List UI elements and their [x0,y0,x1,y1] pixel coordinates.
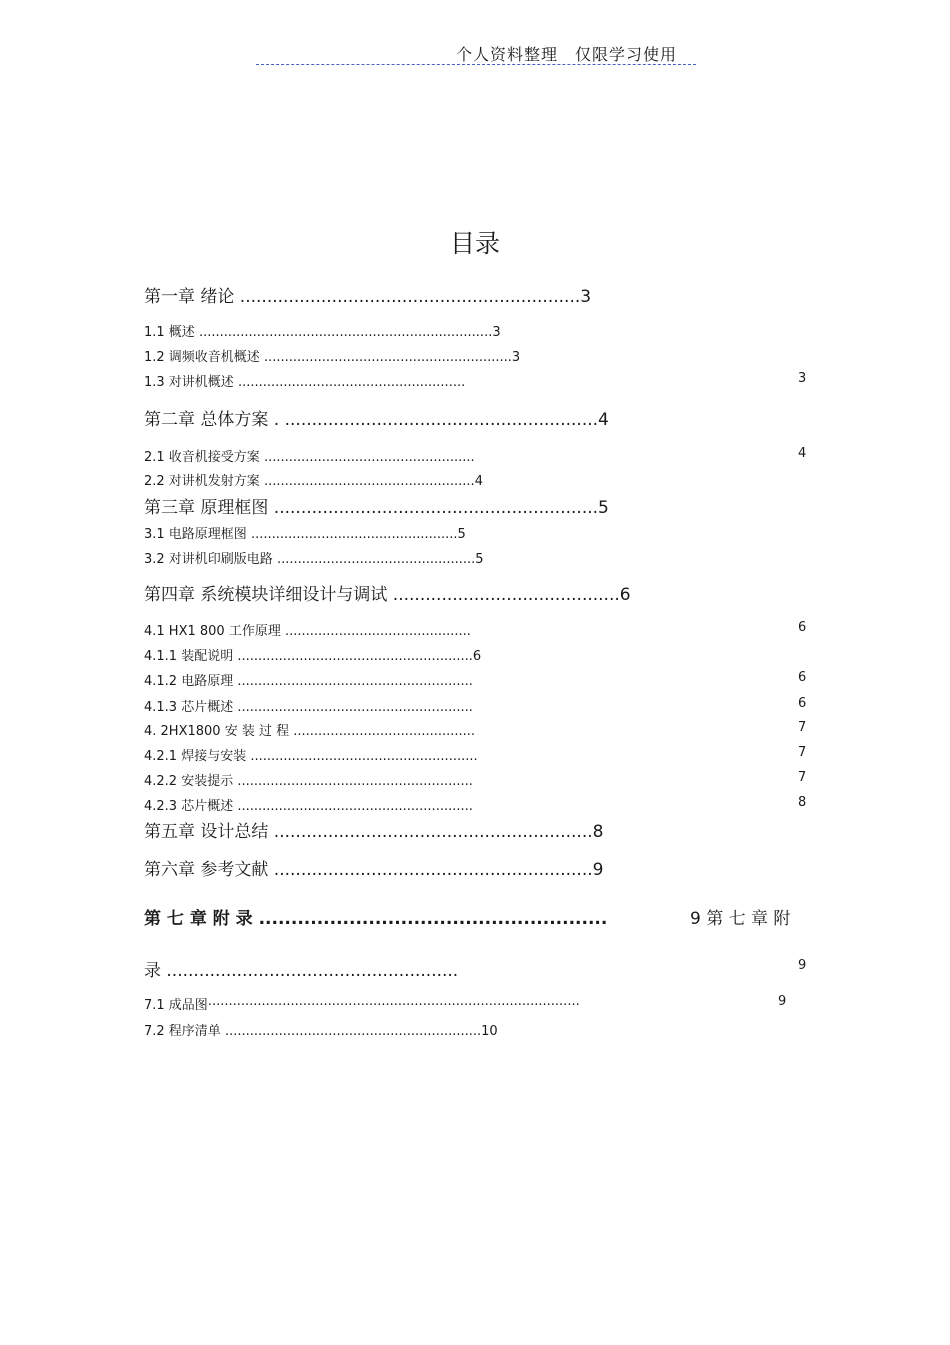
toc-section-4-1-1[interactable]: 4.1.1 装配说明 .........................................................6 [144,649,482,664]
toc-section-4-1-2[interactable]: 4.1.2 电路原理 ......................................................... [144,674,473,689]
toc-section-4-1[interactable]: 4.1 HX1 800 工作原理 ............................................. [144,624,471,639]
toc-page-4-2-3: 8 [798,795,807,810]
toc-page-4-1: 6 [798,620,807,635]
toc-section-4-2-2[interactable]: 4.2.2 安装提示 ......................................................... [144,774,473,789]
toc-section-4-2[interactable]: 4. 2HX1800 安 装 过 程 ............................................ [144,724,476,739]
toc-page-4-1-3: 6 [798,696,807,711]
toc-section-3-1[interactable]: 3.1 电路原理框图 ..................................................5 [144,527,466,542]
toc-section-2-2[interactable]: 2.2 对讲机发射方案 ...................................................4 [144,474,483,489]
toc-chapter-2[interactable]: 第二章 总体方案 . ..........................................................4 [144,410,609,430]
toc-section-4-2-3[interactable]: 4.2.3 芯片概述 ......................................................... [144,799,473,814]
toc-section-7-2[interactable]: 7.2 程序清单 ..............................................................10 [144,1024,498,1039]
toc-section-2-1[interactable]: 2.1 收音机接受方案 ................................................... [144,450,475,465]
toc-section-3-2[interactable]: 3.2 对讲机印刷版电路 ................................................5 [144,552,484,567]
toc-page-1-3: 3 [798,371,807,386]
toc-chapter-1[interactable]: 第一章 绪论 ...............................................................3 [144,287,592,307]
toc-chapter-7-wrap[interactable]: 录 ...................................................... [144,961,459,981]
toc-section-7-1[interactable]: 7.1 成品图·························································································· [144,998,580,1013]
toc-page-7-1: 9 [778,994,787,1009]
toc-chapter-4[interactable]: 第四章 系统模块详细设计与调试 ..........................................6 [144,585,631,605]
toc-section-4-2-1[interactable]: 4.2.1 焊接与安装 ....................................................... [144,749,478,764]
toc-section-1-3[interactable]: 1.3 对讲机概述 ....................................................... [144,375,466,390]
toc-chapter-3[interactable]: 第三章 原理框图 ............................................................5 [144,498,609,518]
toc-chapter-7[interactable]: 第 七 章 附 录 ...................................................... [144,909,608,929]
toc-page-7: 9 [798,958,807,973]
header-dashed-rule [256,64,696,65]
page-header: 个人资料整理 仅限学习使用 [456,45,678,64]
toc-chapter-6[interactable]: 第六章 参考文献 ...........................................................9 [144,860,604,880]
toc-section-4-1-3[interactable]: 4.1.3 芯片概述 ......................................................... [144,700,473,715]
toc-chapter-7-continued: 9 第 七 章 附 [690,909,791,929]
toc-section-1-1[interactable]: 1.1 概述 .......................................................................3 [144,325,501,340]
toc-title: 目录 [449,229,500,258]
toc-section-1-2[interactable]: 1.2 调频收音机概述 ............................................................3 [144,350,521,365]
toc-page-2-1: 4 [798,446,807,461]
toc-chapter-5[interactable]: 第五章 设计总结 ...........................................................8 [144,822,604,842]
toc-page-4-2-2: 7 [798,770,807,785]
toc-page-4-1-2: 6 [798,670,807,685]
toc-page-4-2-1: 7 [798,745,807,760]
toc-page-4-2: 7 [798,720,807,735]
